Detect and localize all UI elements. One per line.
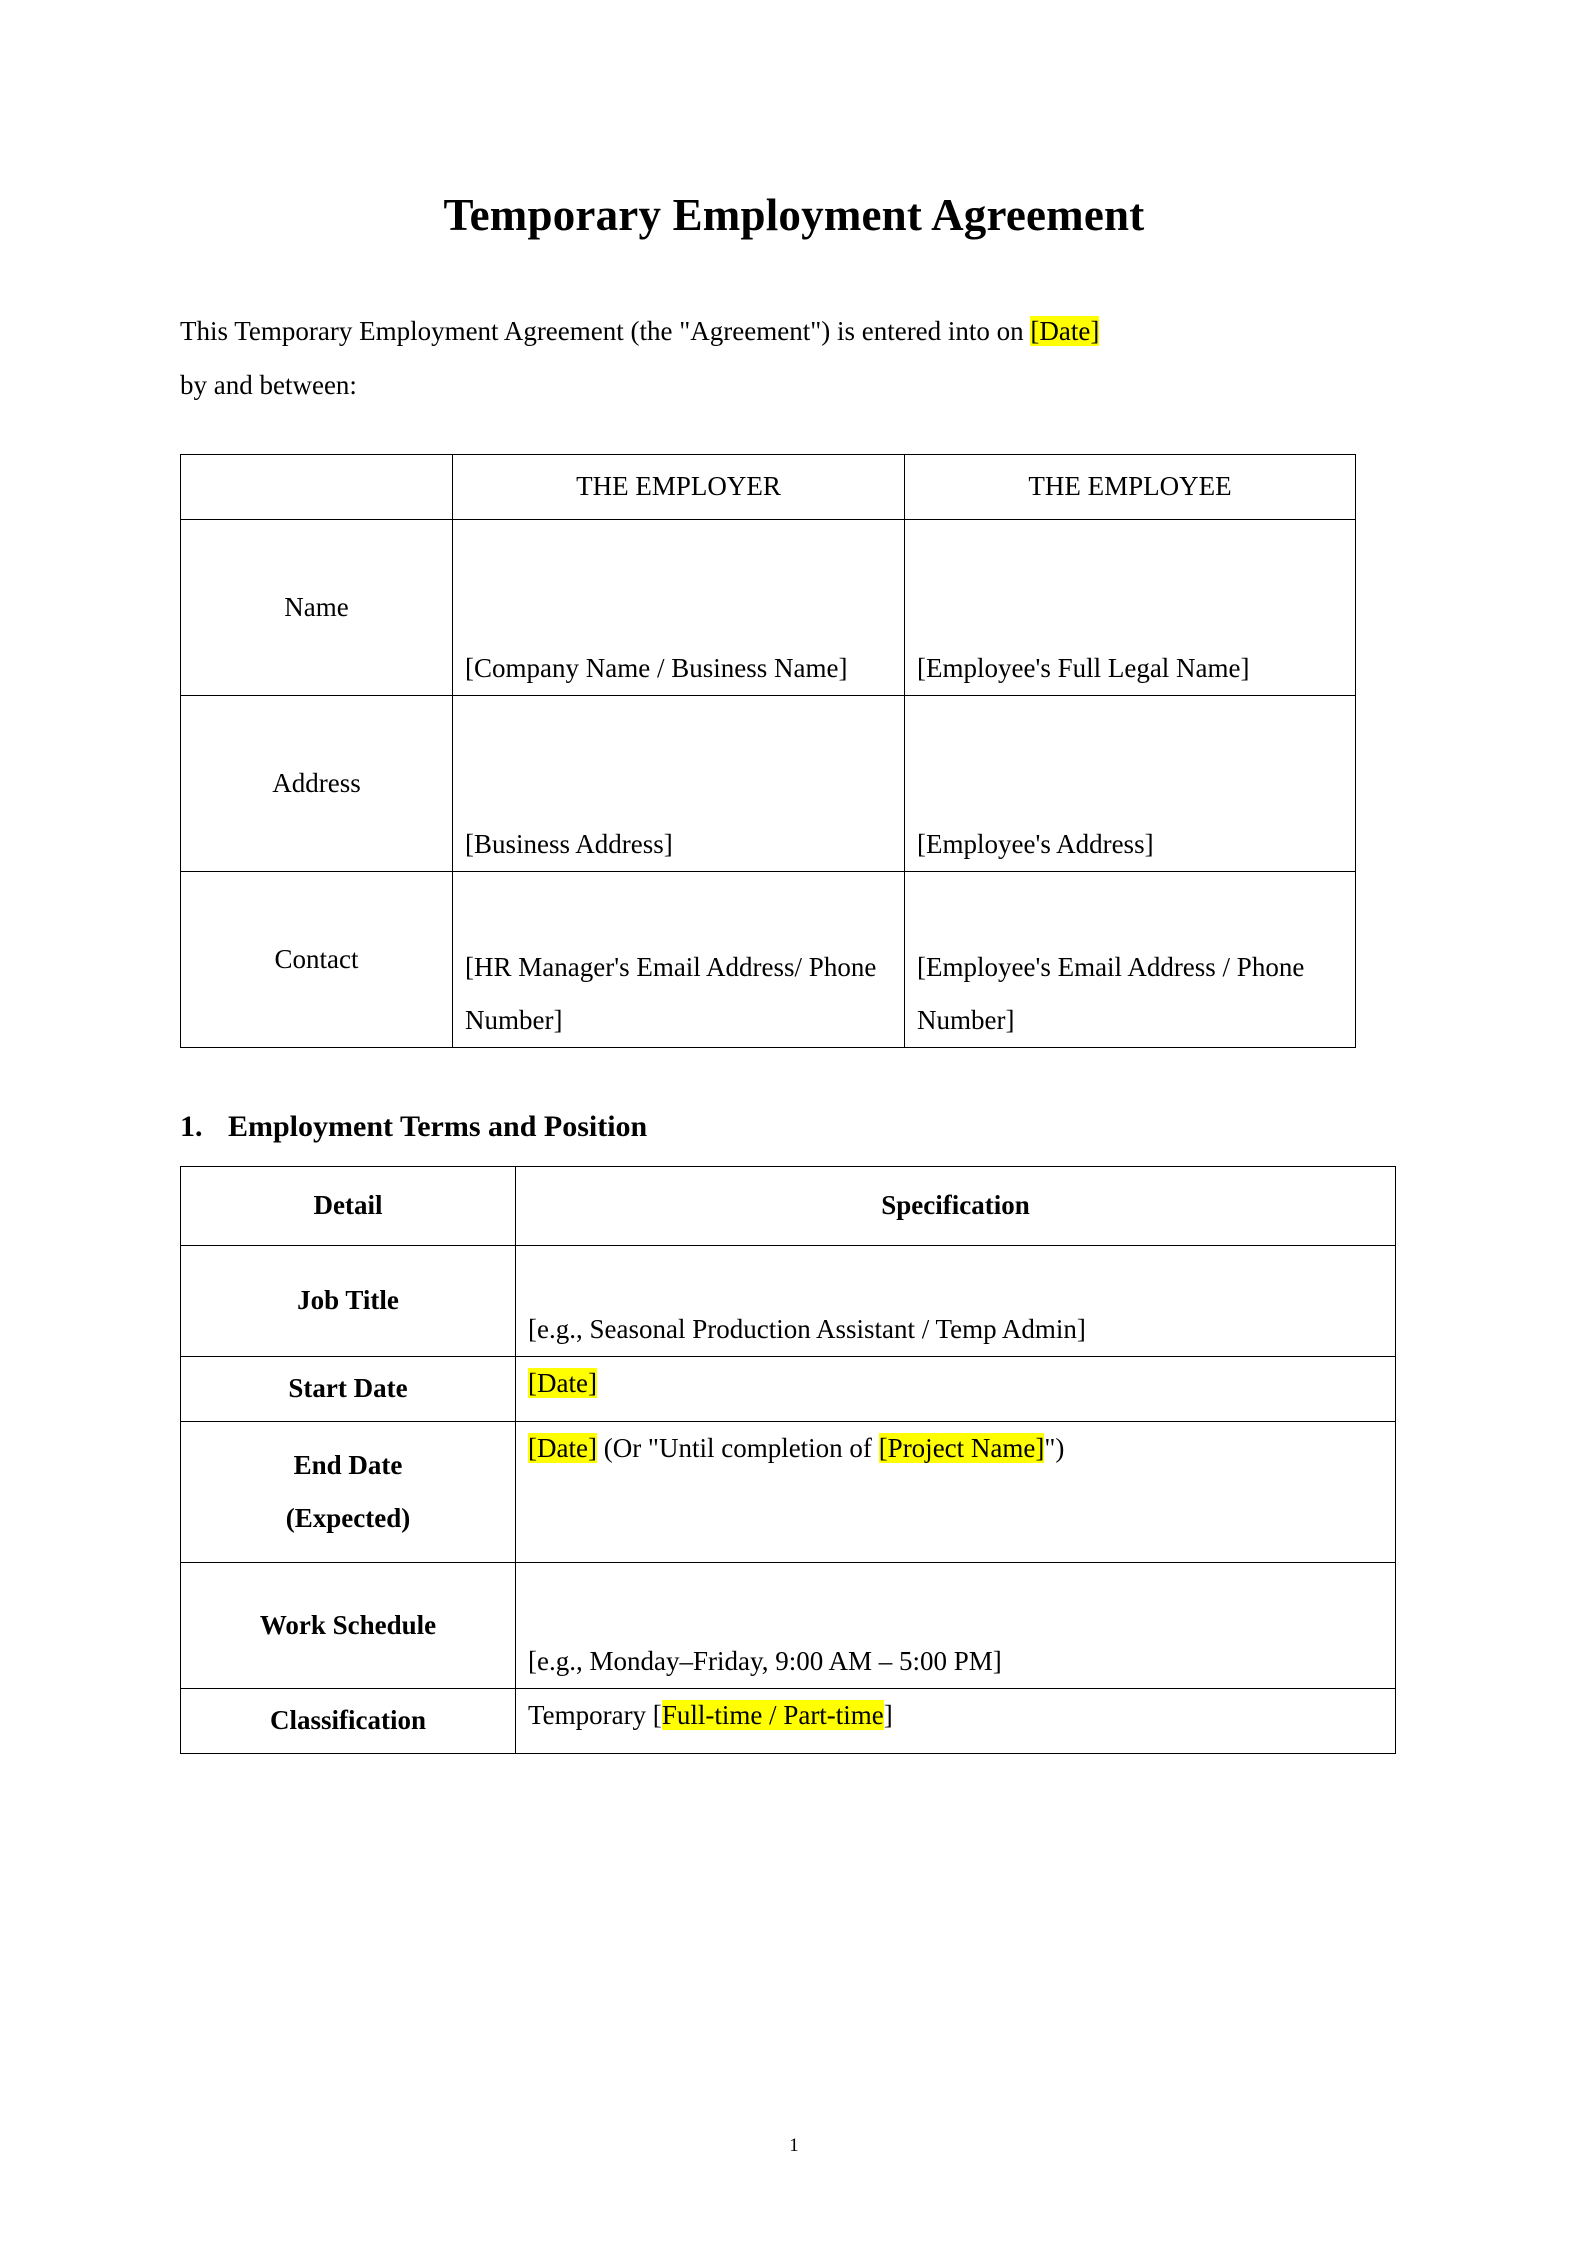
table-row [181,1688,1396,1753]
intro-date-placeholder: [Date] [1030,315,1100,346]
classification-after-text: ] [883,1699,893,1730]
page-number: 1 [789,2135,799,2156]
table-row [181,1562,1396,1688]
section-heading-text: Employment Terms and Position [228,1109,648,1143]
detail-work-schedule: Work Schedule [181,1562,516,1688]
parties-table [180,454,1356,1048]
employment-terms-table [180,1166,1396,1754]
page-title: Temporary Employment Agreement [443,190,1145,240]
end-date-after-text: ") [1044,1432,1065,1463]
detail-job-title: Job Title [181,1245,516,1356]
intro-text-before: This Temporary Employment Agreement (the "Agreement") is entered into on [180,315,1031,346]
detail-end-date-line2: (Expected) [285,1502,411,1533]
table-row [181,1356,1396,1421]
row-label-contact: Contact [181,871,453,1047]
terms-header-detail: Detail [181,1166,516,1245]
detail-classification: Classification [181,1688,516,1753]
spec-end-date [516,1421,1396,1562]
table-row [181,871,1356,1047]
detail-end-date [181,1421,516,1562]
parties-table-wrapper [180,412,1408,1048]
spec-start-date [516,1356,1396,1421]
classification-placeholder: Full-time / Part-time [661,1699,884,1730]
employer-name-value: [Company Name / Business Name] [453,519,905,695]
employee-name-value: [Employee's Full Legal Name] [905,519,1356,695]
table-row [181,695,1356,871]
employer-contact-value: [HR Manager's Email Address/ Phone Number] [453,871,905,1047]
table-row [181,1245,1396,1356]
table-header-row [181,454,1356,519]
start-date-placeholder: [Date] [528,1367,597,1398]
row-label-address: Address [181,695,453,871]
detail-start-date: Start Date [181,1356,516,1421]
spec-job-title: [e.g., Seasonal Production Assistant / Temp Admin] [516,1245,1396,1356]
table-row [181,1421,1396,1562]
table-row [181,519,1356,695]
employer-address-value: [Business Address] [453,695,905,871]
end-date-mid-text: (Or "Until completion of [596,1432,879,1463]
row-label-name: Name [181,519,453,695]
spec-work-schedule: [e.g., Monday–Friday, 9:00 AM – 5:00 PM] [516,1562,1396,1688]
end-date-placeholder: [Date] [528,1432,597,1463]
parties-header-employer: THE EMPLOYER [453,454,905,519]
parties-header-blank [181,454,453,519]
employee-contact-value: [Employee's Email Address / Phone Number] [905,871,1356,1047]
parties-header-employee: THE EMPLOYEE [905,454,1356,519]
employee-address-value: [Employee's Address] [905,695,1356,871]
project-name-placeholder: [Project Name] [878,1432,1045,1463]
section-number: 1. [180,1109,203,1143]
detail-end-date-line1: End Date [293,1450,403,1481]
terms-header-specification: Specification [516,1166,1396,1245]
intro-text-line2: by and between: [180,369,357,400]
section-1-heading [180,1048,1408,1166]
spec-classification [516,1688,1396,1753]
classification-before-text: Temporary [ [528,1699,662,1730]
intro-paragraph [180,242,1408,412]
table-header-row [181,1166,1396,1245]
